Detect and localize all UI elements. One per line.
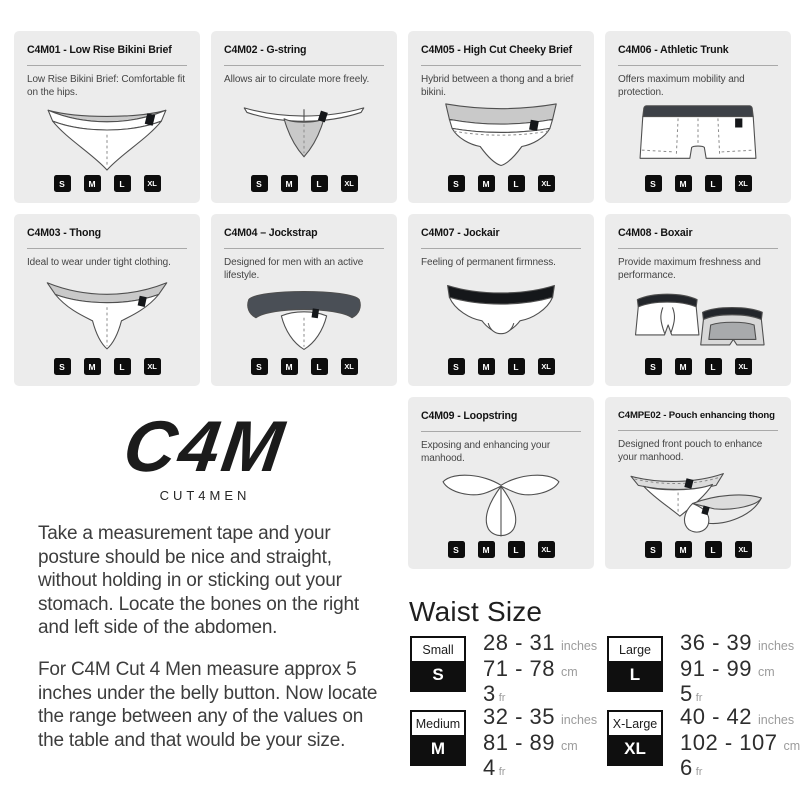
size-button-m[interactable]: M — [84, 358, 101, 375]
product-card-c4m05 — [408, 31, 594, 203]
inches-unit: inches — [561, 713, 598, 727]
size-button-l[interactable]: L — [311, 175, 328, 192]
product-card-c4m01 — [14, 31, 200, 203]
cm-line — [680, 729, 800, 758]
measurement-instructions-paragraph-2: For C4M Cut 4 Men measure approx 5 inches under the belly button. Now locate the range between any of the values on the table and that would be your size. — [38, 659, 378, 751]
size-button-l[interactable]: L — [508, 358, 525, 375]
size-options-row — [618, 175, 778, 192]
inches-value: 28 - 31 — [483, 630, 555, 655]
size-button-xl[interactable]: XL — [735, 541, 752, 558]
size-button-m[interactable]: M — [478, 175, 495, 192]
size-button-m[interactable]: M — [675, 175, 692, 192]
g-string-illustration — [224, 86, 384, 175]
divider-line — [618, 248, 778, 249]
product-description: Exposing and enhancing your manhood. — [421, 440, 551, 464]
cm-unit: cm — [783, 738, 800, 753]
cut4men-logo-subtext: CUT4MEN — [159, 488, 251, 503]
size-button-l[interactable]: L — [705, 358, 722, 375]
size-options-row — [618, 358, 778, 375]
cm-value: 91 - 99 — [680, 655, 752, 681]
cm-line — [680, 655, 794, 684]
divider-line — [27, 65, 187, 66]
c4m-logo — [55, 406, 355, 503]
product-card-c4m07 — [408, 214, 594, 386]
product-description: Designed for men with an active lifestyle. — [224, 257, 364, 281]
size-button-xl[interactable]: XL — [735, 175, 752, 192]
product-title: C4M06 - Athletic Trunk — [618, 44, 729, 56]
inches-unit: inches — [561, 639, 598, 653]
size-button-xl[interactable]: XL — [341, 358, 358, 375]
size-button-l[interactable]: L — [508, 541, 525, 558]
product-description: Provide maximum freshness and performance. — [618, 257, 761, 281]
inches-line — [680, 706, 800, 732]
product-card-c4mpe02 — [605, 397, 791, 569]
divider-line — [618, 430, 778, 431]
waist-size-table — [410, 630, 800, 784]
product-description: Designed front pouch to enhance your manhood. — [618, 439, 763, 463]
divider-line — [618, 65, 778, 66]
size-button-m[interactable]: M — [281, 175, 298, 192]
size-options-row — [27, 175, 187, 192]
size-button-s[interactable]: S — [645, 175, 662, 192]
size-button-l[interactable]: L — [114, 175, 131, 192]
waist-size-entry-x-large — [607, 704, 800, 784]
size-name: Medium — [412, 712, 464, 735]
size-button-xl[interactable]: XL — [341, 175, 358, 192]
waist-size-heading: Waist Size — [409, 596, 543, 627]
size-button-xl[interactable]: XL — [538, 541, 555, 558]
product-title: C4M05 - High Cut Cheeky Brief — [421, 44, 573, 56]
thong-illustration — [27, 269, 187, 358]
size-measurements — [483, 632, 597, 710]
product-title: C4M01 - Low Rise Bikini Brief — [27, 44, 172, 56]
size-button-s[interactable]: S — [645, 541, 662, 558]
size-name: Small — [412, 638, 464, 661]
pouch-thong-illustration — [618, 464, 778, 541]
product-card-c4m06 — [605, 31, 791, 203]
cm-value: 102 - 107 — [680, 729, 778, 755]
product-title: C4M03 - Thong — [27, 227, 101, 239]
divider-line — [224, 248, 384, 249]
inches-line — [483, 706, 597, 732]
size-button-xl[interactable]: XL — [144, 175, 161, 192]
product-description: Ideal to wear under tight clothing. — [27, 257, 171, 268]
size-letter: M — [412, 735, 464, 764]
size-options-row — [421, 358, 581, 375]
cm-unit: cm — [561, 664, 578, 679]
size-letter: S — [412, 661, 464, 690]
cm-line — [483, 729, 597, 758]
product-card-c4m02 — [211, 31, 397, 203]
fr-unit: fr — [695, 766, 703, 778]
size-measurements — [483, 706, 597, 784]
inches-value: 40 - 42 — [680, 704, 752, 729]
divider-line — [224, 65, 384, 66]
size-options-row — [421, 541, 581, 558]
size-button-s[interactable]: S — [251, 358, 268, 375]
size-name: Large — [609, 638, 661, 661]
cm-value: 71 - 78 — [483, 655, 555, 681]
inches-value: 32 - 35 — [483, 704, 555, 729]
product-description: Low Rise Bikini Brief: Comfortable fit on the hips. — [27, 74, 185, 98]
jockstrap-illustration — [224, 282, 384, 358]
fr-line — [680, 757, 800, 784]
product-description: Offers maximum mobility and protection. — [618, 74, 745, 98]
fr-unit: fr — [498, 766, 506, 778]
size-name: X-Large — [609, 712, 661, 735]
loopstring-illustration — [421, 465, 581, 541]
product-card-c4m04 — [211, 214, 397, 386]
size-options-row — [224, 358, 384, 375]
size-button-s[interactable]: S — [448, 358, 465, 375]
waist-size-entry-large — [607, 630, 800, 710]
size-button-m[interactable]: M — [478, 541, 495, 558]
size-button-s[interactable]: S — [251, 175, 268, 192]
size-letter: L — [609, 661, 661, 690]
size-button-l[interactable]: L — [508, 175, 525, 192]
cm-unit: cm — [561, 738, 578, 753]
cheeky-brief-illustration — [421, 99, 581, 175]
product-description: Feeling of permanent firmness. — [421, 257, 556, 268]
size-options-row — [618, 541, 778, 558]
size-label-box — [410, 636, 466, 692]
size-measurements — [680, 632, 794, 710]
c4m-logo-text: C4M — [118, 407, 292, 487]
cm-unit: cm — [758, 664, 775, 679]
size-options-row — [421, 175, 581, 192]
waist-size-entry-medium — [410, 704, 607, 784]
inches-value: 36 - 39 — [680, 630, 752, 655]
product-title: C4M04 – Jockstrap — [224, 227, 318, 239]
product-title: C4M08 - Boxair — [618, 227, 693, 239]
divider-line — [27, 248, 187, 249]
size-button-s[interactable]: S — [645, 358, 662, 375]
jockair-illustration — [421, 269, 581, 358]
size-button-xl[interactable]: XL — [144, 358, 161, 375]
cm-value: 81 - 89 — [483, 729, 555, 755]
size-label-box — [607, 710, 663, 766]
fr-line — [483, 757, 597, 784]
fr-value: 5 — [680, 681, 693, 706]
fr-unit: fr — [695, 692, 703, 704]
fr-unit: fr — [498, 692, 506, 704]
size-button-m[interactable]: M — [675, 358, 692, 375]
size-button-m[interactable]: M — [675, 541, 692, 558]
size-button-l[interactable]: L — [311, 358, 328, 375]
size-button-m[interactable]: M — [478, 358, 495, 375]
size-letter: XL — [609, 735, 661, 764]
size-button-xl[interactable]: XL — [538, 358, 555, 375]
measurement-instructions-paragraph-1: Take a measurement tape and your posture should be nice and straight, without holding in or sticking out your stomach. Locate the bones on the right and left side of the abdomen. — [38, 523, 359, 638]
size-button-l[interactable]: L — [705, 175, 722, 192]
size-button-s[interactable]: S — [54, 175, 71, 192]
product-description: Hybrid between a thong and a brief bikini. — [421, 74, 574, 98]
size-label-box — [607, 636, 663, 692]
product-description: Allows air to circulate more freely. — [224, 74, 370, 85]
size-label-box — [410, 710, 466, 766]
size-button-s[interactable]: S — [54, 358, 71, 375]
cm-line — [483, 655, 597, 684]
size-button-l[interactable]: L — [705, 541, 722, 558]
size-button-xl[interactable]: XL — [735, 358, 752, 375]
inches-line — [483, 632, 597, 658]
size-button-l[interactable]: L — [114, 358, 131, 375]
size-measurements — [680, 706, 800, 784]
product-card-c4m03 — [14, 214, 200, 386]
product-title: C4M02 - G-string — [224, 44, 307, 56]
product-title: C4M09 - Loopstring — [421, 410, 518, 422]
product-card-c4m09 — [408, 397, 594, 569]
fr-value: 4 — [483, 755, 496, 780]
boxair-illustration — [618, 282, 778, 358]
waist-size-entry-small — [410, 630, 607, 710]
product-title: C4MPE02 - Pouch enhancing thong — [618, 410, 775, 421]
inches-unit: inches — [758, 639, 795, 653]
product-title: C4M07 - Jockair — [421, 227, 500, 239]
fr-value: 3 — [483, 681, 496, 706]
inches-line — [680, 632, 794, 658]
size-button-m[interactable]: M — [281, 358, 298, 375]
product-card-c4m08 — [605, 214, 791, 386]
size-button-xl[interactable]: XL — [538, 175, 555, 192]
size-button-m[interactable]: M — [84, 175, 101, 192]
athletic-trunk-illustration — [618, 99, 778, 175]
bikini-brief-illustration — [27, 99, 187, 175]
size-options-row — [224, 175, 384, 192]
size-button-s[interactable]: S — [448, 175, 465, 192]
divider-line — [421, 65, 581, 66]
size-options-row — [27, 358, 187, 375]
inches-unit: inches — [758, 713, 795, 727]
divider-line — [421, 431, 581, 432]
fr-value: 6 — [680, 755, 693, 780]
size-button-s[interactable]: S — [448, 541, 465, 558]
divider-line — [421, 248, 581, 249]
